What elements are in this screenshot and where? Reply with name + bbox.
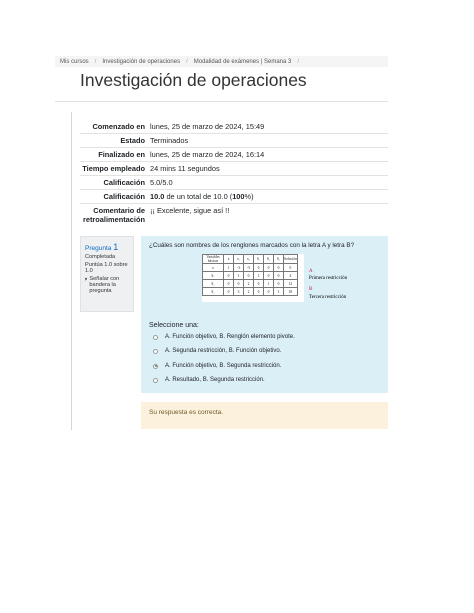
table-cell: 0 [244,272,254,280]
table-cell: S₁ [203,272,224,280]
summary-row-feedback [80,203,388,226]
answer-option-label: A. Función objetivo, B. Segunda restricción. [165,363,282,369]
table-cell: 0 [224,272,234,280]
summary-row-marks [80,175,388,189]
answer-option[interactable] [153,334,295,340]
answer-option[interactable] [153,377,265,383]
table-cell: 4 [284,272,298,280]
summary-value: Terminados [150,136,189,145]
table-header: x₁ [234,255,244,264]
breadcrumb-separator: / [186,58,188,65]
question-text: ¿Cuáles son nombres de los renglones marcados con la letra A y letra B? [149,242,355,249]
summary-value: 5.0/5.0 [150,178,173,187]
table-header: Variables básicas [203,255,224,264]
table-header: x₂ [244,255,254,264]
feedback-panel [141,402,388,429]
summary-value: ¡¡ Excelente, sigue así !! [150,206,230,215]
table-cell: 1 [234,272,244,280]
summary-value: 10.0 de un total de 10.0 (100%) [150,192,254,201]
table-header: S₂ [264,255,274,264]
table-header: Solución [284,255,298,264]
table-cell: 1 [224,264,234,272]
table-cell: 1 [254,272,264,280]
summary-value: lunes, 25 de marzo de 2024, 16:14 [150,150,265,159]
summary-row-started [80,120,388,133]
table-cell: 0 [284,264,298,272]
summary-value: lunes, 25 de marzo de 2024, 15:49 [150,122,265,131]
table-cell: S₃ [203,288,224,296]
page-title: Investigación de operaciones [80,70,307,90]
table-cell: 3 [234,288,244,296]
question-label: Pregunta [85,245,112,252]
answer-option[interactable] [153,348,281,354]
table-cell: -3 [234,264,244,272]
flag-label: Señalar con bandera la pregunta [89,276,120,294]
answer-option-selected[interactable] [153,363,281,369]
question-score: Puntúa 1.0 sobre 1.0 [85,262,128,274]
annotation-b: B [309,287,313,292]
table-cell: 0 [264,272,274,280]
breadcrumb [55,56,388,67]
annotation-a: A [309,269,313,274]
breadcrumb-separator: / [94,58,97,65]
question-image [202,254,304,302]
radio-button[interactable] [153,349,158,354]
question-info-panel [80,236,134,312]
table-cell: 12 [284,280,298,288]
table-cell: -5 [244,264,254,272]
table-header: S₁ [254,255,264,264]
summary-value: 24 mins 11 segundos [150,164,220,173]
answer-option-label: A. Resultado, B. Segunda restricción. [165,377,265,383]
table-cell: 0 [264,264,274,272]
select-prompt: Seleccione una: [149,322,199,329]
annotation-third-restriction: Tercera restricción [309,295,347,300]
table-cell: 0 [274,280,284,288]
radio-button[interactable] [153,335,158,340]
radio-button[interactable] [153,378,158,383]
breadcrumb-link-section[interactable]: Modalidad de exámenes | Semana 3 [193,58,292,65]
question-status: Completada [85,254,116,260]
table-cell: 0 [254,280,264,288]
header-divider [55,101,388,102]
question-content [141,236,388,393]
flag-icon [85,276,87,283]
radio-button-checked[interactable] [153,364,158,369]
table-header: S₃ [274,255,284,264]
table-cell: 2 [244,288,254,296]
breadcrumb-separator: / [297,58,300,65]
table-cell: z [203,264,224,272]
summary-label: Calificación [103,178,145,187]
question-number-value: 1 [113,242,119,252]
breadcrumb-link-mis-cursos[interactable]: Mis cursos [60,58,89,65]
simplex-table [202,254,298,296]
answer-option-label: A. Función objetivo, B. Renglón elemento pivote. [165,334,295,340]
question-number [85,242,129,252]
table-cell: 0 [224,288,234,296]
summary-label: Tiempo empleado [82,164,145,173]
summary-label: Comentario de retroalimentación [82,206,145,224]
flag-question-button[interactable] [85,276,129,294]
table-cell: 18 [284,288,298,296]
summary-row-grade [80,189,388,203]
table-cell: 0 [254,264,264,272]
summary-label: Comenzado en [92,122,145,131]
summary-row-finished [80,147,388,161]
answer-option-label: A. Segunda restricción, B. Función objetivo. [165,348,282,354]
annotation-first-restriction: Primera restricción [309,276,348,281]
table-cell: 0 [264,288,274,296]
table-cell: 0 [274,264,284,272]
table-cell: 0 [234,280,244,288]
table-cell: 0 [254,288,264,296]
feedback-text: Su respuesta es correcta. [149,409,224,416]
table-cell: S₂ [203,280,224,288]
attempt-summary-table [80,120,388,226]
table-header: z [224,255,234,264]
summary-label: Calificación [103,192,145,201]
table-cell: 1 [274,288,284,296]
table-cell: 1 [264,280,274,288]
summary-label: Finalizado en [98,150,145,159]
breadcrumb-link-course[interactable]: Investigación de operaciones [102,58,181,65]
table-cell: 0 [224,280,234,288]
summary-row-time [80,161,388,175]
summary-row-state [80,133,388,147]
table-cell: 2 [244,280,254,288]
content-left-rule [71,112,72,430]
summary-label: Estado [120,136,145,145]
table-cell: 0 [274,272,284,280]
